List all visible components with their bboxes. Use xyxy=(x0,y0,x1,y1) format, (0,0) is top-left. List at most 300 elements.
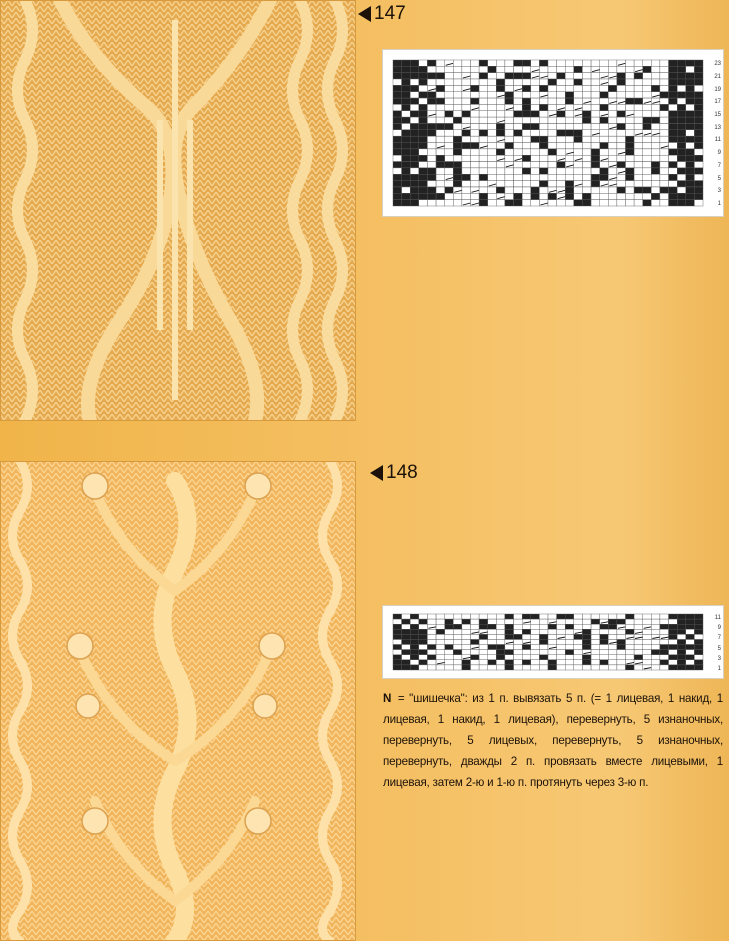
chart-cell xyxy=(393,117,402,123)
chart-cell xyxy=(488,614,497,619)
chart-cell xyxy=(634,149,643,155)
chart-cell xyxy=(591,136,600,142)
chart-cell xyxy=(582,117,591,123)
chart-cell xyxy=(505,79,514,85)
chart-cell xyxy=(514,162,523,168)
chart-cell xyxy=(669,85,678,91)
chart-cell xyxy=(617,111,626,117)
chart-cell xyxy=(677,130,686,136)
chart-cell xyxy=(669,104,678,110)
chart-cell xyxy=(393,650,402,655)
chart-cell xyxy=(548,660,557,665)
chart-cell xyxy=(548,174,557,180)
chart-cell xyxy=(565,136,574,142)
chart-cell xyxy=(427,645,436,650)
chart-cell xyxy=(626,193,635,199)
chart-cell xyxy=(436,149,445,155)
chart-cell xyxy=(436,181,445,187)
chart-cell xyxy=(565,111,574,117)
chart-cell xyxy=(471,66,480,72)
chart-cell xyxy=(514,650,523,655)
chart-cell xyxy=(694,60,703,66)
chart-cell xyxy=(471,640,480,645)
chart-cell xyxy=(643,66,652,72)
chart-cell xyxy=(608,149,617,155)
chart-cell xyxy=(393,629,402,634)
chart-cell xyxy=(445,665,454,670)
chart-cell xyxy=(410,619,419,624)
chart-cell xyxy=(539,66,548,72)
chart-cell xyxy=(626,124,635,130)
chart-cell xyxy=(634,104,643,110)
chart-cell xyxy=(574,640,583,645)
chart-cell xyxy=(557,60,566,66)
chart-cell xyxy=(643,143,652,149)
chart-cell xyxy=(634,117,643,123)
chart-row-number: 11 xyxy=(714,615,721,621)
chart-cell xyxy=(669,136,678,142)
chart-cell xyxy=(402,655,411,660)
chart-cell xyxy=(608,117,617,123)
chart-cell xyxy=(565,117,574,123)
chart-cell xyxy=(694,614,703,619)
chart-cell xyxy=(582,130,591,136)
chart-cell xyxy=(410,155,419,161)
chart-cell xyxy=(574,200,583,206)
chart-cell xyxy=(574,60,583,66)
chart-cell xyxy=(393,85,402,91)
chart-cell xyxy=(410,66,419,72)
chart-cell xyxy=(531,174,540,180)
chart-cell xyxy=(496,634,505,639)
arrow-left-icon xyxy=(370,465,383,481)
chart-cell xyxy=(557,136,566,142)
chart-cell xyxy=(522,73,531,79)
chart-cell xyxy=(634,136,643,142)
chart-cell xyxy=(462,168,471,174)
chart-cell xyxy=(548,149,557,155)
chart-cell xyxy=(608,660,617,665)
chart-cell xyxy=(393,614,402,619)
chart-cell xyxy=(660,629,669,634)
chart-cell xyxy=(522,143,531,149)
chart-cell xyxy=(643,73,652,79)
chart-cell xyxy=(393,168,402,174)
chart-cell xyxy=(651,155,660,161)
knitting-chart-grid-icon xyxy=(383,50,723,216)
chart-cell xyxy=(582,634,591,639)
chart-cell xyxy=(557,629,566,634)
chart-cell xyxy=(419,655,428,660)
chart-cell xyxy=(686,98,695,104)
chart-cell xyxy=(582,60,591,66)
chart-cell xyxy=(453,136,462,142)
chart-cell xyxy=(393,665,402,670)
chart-cell xyxy=(410,79,419,85)
chart-cell xyxy=(591,624,600,629)
chart-cell xyxy=(522,634,531,639)
chart-cell xyxy=(427,619,436,624)
chart-cell xyxy=(677,174,686,180)
chart-cell xyxy=(453,640,462,645)
chart-cell xyxy=(626,650,635,655)
chart-cell xyxy=(600,200,609,206)
chart-cell xyxy=(436,111,445,117)
chart-cell xyxy=(617,155,626,161)
chart-cell xyxy=(617,200,626,206)
chart-cell xyxy=(514,200,523,206)
chart-cell xyxy=(445,104,454,110)
chart-cell xyxy=(686,640,695,645)
chart-cell xyxy=(410,640,419,645)
chart-cell xyxy=(496,124,505,130)
chart-cell xyxy=(608,629,617,634)
chart-cell xyxy=(617,85,626,91)
chart-cell xyxy=(514,149,523,155)
chart-cell xyxy=(522,111,531,117)
chart-cell xyxy=(686,73,695,79)
chart-cell xyxy=(634,79,643,85)
chart-cell xyxy=(427,73,436,79)
chart-cell xyxy=(402,650,411,655)
chart-cell xyxy=(677,155,686,161)
chart-cell xyxy=(591,117,600,123)
chart-cell xyxy=(539,645,548,650)
chart-cell xyxy=(419,645,428,650)
chart-cell xyxy=(402,614,411,619)
chart-cell xyxy=(565,85,574,91)
chart-cell xyxy=(608,645,617,650)
chart-cell xyxy=(436,193,445,199)
chart-cell xyxy=(634,650,643,655)
chart-cell xyxy=(600,640,609,645)
chart-cell xyxy=(677,60,686,66)
chart-cell xyxy=(479,193,488,199)
chart-cell xyxy=(496,168,505,174)
chart-cell xyxy=(565,645,574,650)
chart-cell xyxy=(427,60,436,66)
chart-cell xyxy=(574,650,583,655)
chart-cell xyxy=(453,98,462,104)
chart-cell xyxy=(669,660,678,665)
chart-cell xyxy=(574,162,583,168)
chart-cell xyxy=(686,187,695,193)
chart-cell xyxy=(660,624,669,629)
chart-cell xyxy=(462,193,471,199)
chart-cell xyxy=(557,655,566,660)
chart-cell xyxy=(694,162,703,168)
chart-cell xyxy=(505,614,514,619)
chart-cell xyxy=(410,92,419,98)
chart-cell xyxy=(496,130,505,136)
chart-cell xyxy=(445,98,454,104)
chart-cell xyxy=(686,629,695,634)
chart-cell xyxy=(393,66,402,72)
chart-cell xyxy=(643,136,652,142)
chart-cell xyxy=(600,85,609,91)
chart-cell xyxy=(488,79,497,85)
chart-cell xyxy=(617,136,626,142)
chart-cell xyxy=(436,200,445,206)
chart-cell xyxy=(453,665,462,670)
chart-cell xyxy=(427,149,436,155)
chart-cell xyxy=(548,162,557,168)
chart-cell xyxy=(643,181,652,187)
chart-cell xyxy=(582,168,591,174)
chart-cell xyxy=(643,660,652,665)
chart-cell xyxy=(419,124,428,130)
chart-cell xyxy=(660,665,669,670)
chart-cell xyxy=(522,624,531,629)
chart-cell xyxy=(660,619,669,624)
chart-cell xyxy=(591,60,600,66)
chart-cell xyxy=(548,66,557,72)
chart-cell xyxy=(479,60,488,66)
chart-cell xyxy=(445,85,454,91)
chart-cell xyxy=(522,660,531,665)
chart-cell xyxy=(531,614,540,619)
chart-cell xyxy=(514,111,523,117)
chart-cell xyxy=(582,92,591,98)
chart-cell xyxy=(634,187,643,193)
chart-cell xyxy=(479,200,488,206)
chart-cell xyxy=(419,665,428,670)
chart-cell xyxy=(694,92,703,98)
chart-cell xyxy=(617,117,626,123)
chart-cell xyxy=(419,634,428,639)
chart-cell xyxy=(557,117,566,123)
chart-cell xyxy=(617,650,626,655)
chart-cell xyxy=(479,634,488,639)
chart-cell xyxy=(419,629,428,634)
chart-cell xyxy=(402,149,411,155)
chart-cell xyxy=(651,85,660,91)
chart-cell xyxy=(651,645,660,650)
chart-cell xyxy=(488,149,497,155)
chart-cell xyxy=(393,104,402,110)
chart-cell xyxy=(419,155,428,161)
chart-cell xyxy=(402,92,411,98)
chart-cell xyxy=(410,660,419,665)
chart-cell xyxy=(462,98,471,104)
chart-cell xyxy=(462,66,471,72)
chart-cell xyxy=(634,85,643,91)
chart-cell xyxy=(514,660,523,665)
chart-cell xyxy=(574,143,583,149)
chart-cell xyxy=(488,124,497,130)
chart-cell xyxy=(410,85,419,91)
chart-cell xyxy=(694,85,703,91)
chart-cell xyxy=(436,92,445,98)
chart-cell xyxy=(496,149,505,155)
chart-cell xyxy=(608,104,617,110)
chart-cell xyxy=(548,193,557,199)
chart-cell xyxy=(651,60,660,66)
chart-cell xyxy=(651,111,660,117)
chart-cell xyxy=(427,155,436,161)
chart-cell xyxy=(651,660,660,665)
chart-row-number: 1 xyxy=(717,665,721,672)
chart-cell xyxy=(660,104,669,110)
chart-cell xyxy=(600,162,609,168)
chart-cell xyxy=(617,619,626,624)
chart-cell xyxy=(427,665,436,670)
chart-cell xyxy=(496,624,505,629)
chart-cell xyxy=(427,92,436,98)
chart-cell xyxy=(453,149,462,155)
chart-cell xyxy=(479,665,488,670)
chart-cell xyxy=(393,149,402,155)
chart-cell xyxy=(574,85,583,91)
chart-cell xyxy=(531,60,540,66)
pattern-148-label xyxy=(370,462,418,484)
chart-cell xyxy=(514,98,523,104)
chart-cell xyxy=(445,187,454,193)
chart-cell xyxy=(582,136,591,142)
chart-cell xyxy=(651,614,660,619)
chart-cell xyxy=(436,650,445,655)
chart-cell xyxy=(651,104,660,110)
chart-row-number: 21 xyxy=(714,74,721,80)
chart-cell xyxy=(669,619,678,624)
chart-cell xyxy=(591,111,600,117)
chart-cell xyxy=(617,73,626,79)
chart-cell xyxy=(410,143,419,149)
chart-cell xyxy=(565,79,574,85)
chart-cell xyxy=(565,200,574,206)
chart-cell xyxy=(488,130,497,136)
chart-cell xyxy=(427,193,436,199)
chart-cell xyxy=(626,104,635,110)
chart-cell xyxy=(626,98,635,104)
chart-cell xyxy=(522,168,531,174)
chart-cell xyxy=(505,111,514,117)
chart-cell xyxy=(582,193,591,199)
chart-cell xyxy=(445,79,454,85)
chart-cell xyxy=(626,73,635,79)
chart-cell xyxy=(453,193,462,199)
chart-cell xyxy=(505,73,514,79)
chart-cell xyxy=(608,155,617,161)
chart-cell xyxy=(479,111,488,117)
chart-cell xyxy=(471,136,480,142)
chart-cell xyxy=(427,634,436,639)
chart-cell xyxy=(436,117,445,123)
chart-cell xyxy=(686,111,695,117)
chart-cell xyxy=(548,640,557,645)
chart-cell xyxy=(565,124,574,130)
chart-cell xyxy=(660,640,669,645)
chart-cell xyxy=(669,66,678,72)
chart-cell xyxy=(548,181,557,187)
chart-cell xyxy=(686,619,695,624)
chart-cell xyxy=(600,117,609,123)
chart-cell xyxy=(600,650,609,655)
chart-cell xyxy=(669,624,678,629)
chart-cell xyxy=(626,149,635,155)
chart-cell xyxy=(626,92,635,98)
chart-row-number: 17 xyxy=(714,99,721,106)
chart-cell xyxy=(574,645,583,650)
chart-cell xyxy=(427,124,436,130)
chart-cell xyxy=(402,111,411,117)
chart-cell xyxy=(669,629,678,634)
chart-cell xyxy=(514,60,523,66)
chart-cell xyxy=(677,149,686,155)
chart-cell xyxy=(694,79,703,85)
chart-cell xyxy=(419,149,428,155)
chart-cell xyxy=(514,629,523,634)
chart-cell xyxy=(643,193,652,199)
chart-cell xyxy=(462,660,471,665)
chart-row-number: 7 xyxy=(717,162,721,169)
chart-cell xyxy=(488,85,497,91)
chart-cell xyxy=(694,130,703,136)
chart-cell xyxy=(608,655,617,660)
chart-cell xyxy=(445,66,454,72)
chart-cell xyxy=(643,149,652,155)
chart-cell xyxy=(522,66,531,72)
chart-cell xyxy=(660,124,669,130)
chart-cell xyxy=(453,174,462,180)
chart-cell xyxy=(427,655,436,660)
chart-cell xyxy=(410,655,419,660)
chart-cell xyxy=(660,155,669,161)
chart-cell xyxy=(462,111,471,117)
chart-cell xyxy=(419,187,428,193)
chart-cell xyxy=(626,79,635,85)
chart-cell xyxy=(694,665,703,670)
chart-cell xyxy=(591,193,600,199)
chart-cell xyxy=(617,640,626,645)
chart-cell xyxy=(402,624,411,629)
chart-cell xyxy=(522,85,531,91)
chart-cell xyxy=(600,92,609,98)
chart-cell xyxy=(591,98,600,104)
chart-cell xyxy=(436,162,445,168)
chart-cell xyxy=(677,162,686,168)
chart-cell xyxy=(557,143,566,149)
chart-cell xyxy=(445,136,454,142)
chart-cell xyxy=(453,650,462,655)
chart-cell xyxy=(505,98,514,104)
chart-cell xyxy=(677,650,686,655)
pattern-148-number: 148 xyxy=(386,462,418,483)
chart-cell xyxy=(453,181,462,187)
chart-row-number: 9 xyxy=(717,625,721,632)
pattern-147-number: 147 xyxy=(374,3,406,24)
chart-cell xyxy=(574,665,583,670)
chart-cell xyxy=(471,130,480,136)
chart-cell xyxy=(694,111,703,117)
chart-cell xyxy=(617,655,626,660)
chart-cell xyxy=(574,634,583,639)
chart-cell xyxy=(419,98,428,104)
chart-cell xyxy=(522,629,531,634)
chart-cell xyxy=(514,124,523,130)
chart-cell xyxy=(591,650,600,655)
chart-cell xyxy=(436,168,445,174)
chart-cell xyxy=(471,143,480,149)
chart-cell xyxy=(660,79,669,85)
chart-cell xyxy=(427,640,436,645)
chart-cell xyxy=(531,655,540,660)
chart-cell xyxy=(548,85,557,91)
chart-cell xyxy=(617,629,626,634)
chart-cell xyxy=(651,149,660,155)
chart-cell xyxy=(591,174,600,180)
chart-cell xyxy=(660,650,669,655)
